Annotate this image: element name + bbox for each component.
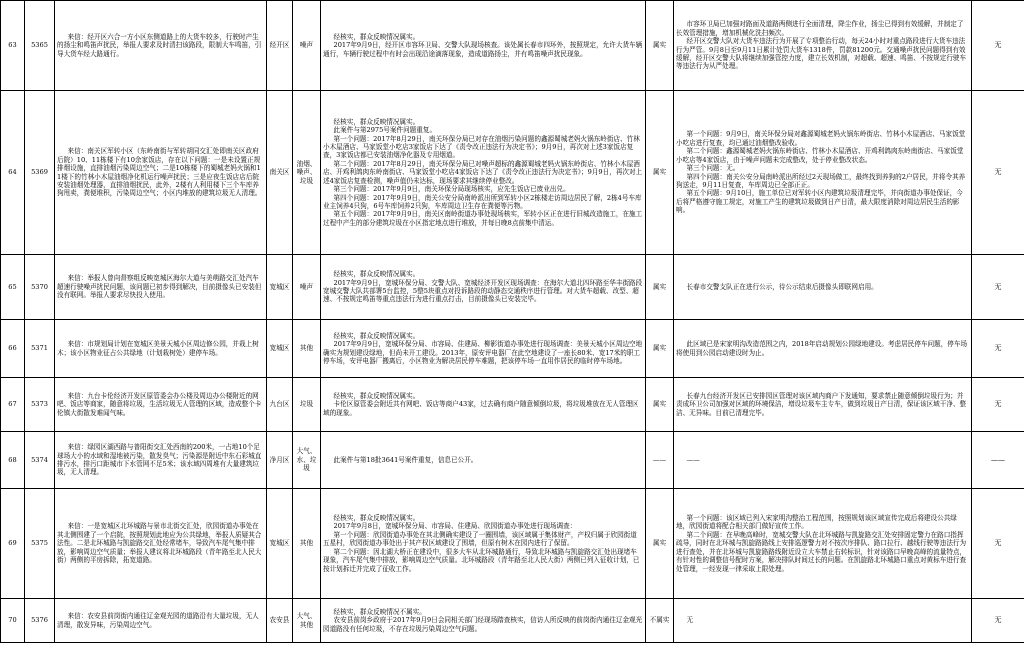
accountability: 无 — [972, 255, 1024, 320]
accountability: 无 — [972, 599, 1024, 643]
findings-text: 经核实，群众反映情况属实。 2017年9月9日，宽城环保分局、市容局、住建局、柳影街道办事处进行现场调查：美景天城小区周边空地确实为规划建设绿地，但尚未开工建设。2013年，原安评电器厂在此空地建设了一座长80米、宽17米的职工停车场，安评电器厂搬离后，小区物业为解决居民停车难题，把该停车场一直用作居民的临时停车场地。 — [321, 320, 646, 378]
row-seq: 64 — [1, 91, 25, 255]
district: 宽城区 — [267, 489, 293, 599]
complaint-text: 来信：绿园区湖西路与普阳街交汇处西南的200米，一占地10个足球场大小的水域和湿地被污染，散发臭气；污染源是附近中东石彩城直排污水，排污口距城市下水管网不足5米；该水域四周堆有大量建筑垃圾，无人清理。 — [55, 432, 267, 489]
table-body — [1, 1, 1024, 643]
district: 经开区 — [267, 1, 293, 91]
district: 宽城区 — [267, 255, 293, 320]
verdict: 属实 — [646, 1, 674, 91]
row-id: 5369 — [25, 91, 55, 255]
pollution-type: 噪声 — [293, 1, 321, 91]
row-id: 5374 — [25, 432, 55, 489]
row-seq: 66 — [1, 320, 25, 378]
district: 净月区 — [267, 432, 293, 489]
row-id: 5370 — [25, 255, 55, 320]
handling-text: 第一个问题：该区域已列入宋家明沟整治工程范围，按照规划该区域宣传完成后将建设公共绿地，欣园街道将配合相关部门做好宣传工作。 第二个问题：在早晚高峰时，宽城交警大队在北环城路与凯旋路交汇处安排固定警力在路口指挥疏导，同时在北环城与凯旋路路线上安排巡逻警力对不按次序排队、路口拉行、越线行驶等违法行为进行查处，并在北环城与凯旋路路线附近设立大车禁止右转标识，针对该路口早晚高峰的流量特点，有针对性的调整信号配时方案，解决排队时间过长的问题。在凯旋路北环城路口重点对黄标车进行查处管理，一经发现一律采取上限处理。 — [674, 489, 972, 599]
pollution-type: 其他 — [293, 489, 321, 599]
row-id: 5375 — [25, 489, 55, 599]
row-id: 5376 — [25, 599, 55, 643]
pollution-type: 大气、其他 — [293, 599, 321, 643]
district: 宽城区 — [267, 320, 293, 378]
table-row — [1, 432, 1024, 489]
complaint-text: 来信：一是宽城区北环城路与景市北街交汇处，欣园街道办事处在其北侧围建了一个启院，按照规划此地应为公共绿地，举报人质疑其合法性。二是北环城路与凯旋路交汇处经常堵车，导致汽车尾气集中排放，影响周边空气质量；举报人建议将北环城路段（青年路至北人民大街）两侧的平房拆除，拓宽道路。 — [55, 489, 267, 599]
complaint-text: 来信：九台卡伦经济开发区原管委会办公楼及周边办公楼附近的网吧、饭店等商家，随意将垃圾，生活垃圾无人管理的区域，造成整个卡伦镇大街散发难闻气味。 — [55, 378, 267, 432]
row-id: 5365 — [25, 1, 55, 91]
accountability: 无 — [972, 378, 1024, 432]
table-row — [1, 599, 1024, 643]
pollution-type: 大气、水、垃圾 — [293, 432, 321, 489]
accountability: 无 — [972, 91, 1024, 255]
findings-text: 经核实，群众反映情况属实。 2017年9月9日，经开区市容环卫局、交警大队现场核查。该处属长春市四环外，按照规定，允许大货车辆通行，车辆行驶过程中有时会出现沿途滴落现象，造成道路扬尘，并有鸣笛噪声扰民现象。 — [321, 1, 646, 91]
table-row — [1, 255, 1024, 320]
handling-text: 长春市交警支队正在进行公示，待公示结束后摄像头即联网启用。 — [674, 255, 972, 320]
accountability: 无 — [972, 1, 1024, 91]
findings-text: 经核实，群众反映情况属实。 2017年9月8日，宽城环保分局、市容局、住建局、欣园街道办事处进行现场调查： 第一个问题：欣园街道办事处在其北侧确实建设了一圈围墙，该区域属于集体财产，产权归属于欣园街道五星村，欣园街道办事处出于其产权区域建设了围墙，但原有树木在园内进行了保留。 第二个问题：因北湖大桥正在建设中，很多大车从北环城路通行，导致北环城路与凯旋路交汇处出现堵车现象，汽车尾气集中排放，影响周边空气质量。北环城路段（青年路至北人民大街）两侧已列入征收计划，已按计划拆迁并完成了征收工作。 — [321, 489, 646, 599]
accountability: 无 — [972, 320, 1024, 378]
verdict: 属实 — [646, 255, 674, 320]
verdict: 属实 — [646, 320, 674, 378]
row-seq: 67 — [1, 378, 25, 432]
row-seq: 69 — [1, 489, 25, 599]
pollution-type: 油烟、噪声、垃圾 — [293, 91, 321, 255]
table-row — [1, 1, 1024, 91]
pollution-type: 垃圾 — [293, 378, 321, 432]
row-seq: 68 — [1, 432, 25, 489]
findings-text: 经核实，群众反映情况属实。 卡伦区原管委会附近共有网吧、饭店等商户43家，过去确有商户随意倾倒垃圾，将垃圾堆放在无人管理区域的现象。 — [321, 378, 646, 432]
row-seq: 70 — [1, 599, 25, 643]
findings-text: 此案件与第18批3641号案件重复，信息已公开。 — [321, 432, 646, 489]
pollution-type: 其他 — [293, 320, 321, 378]
table-row — [1, 489, 1024, 599]
verdict: 属实 — [646, 91, 674, 255]
handling-text: 市容环卫局已加强对路面及道路两侧进行全面清理，降尘作业，扬尘已得到有效缓解，并制定了长效管理措施，增加机械化洗扫频次。 经开区交警大队对大货车违法行为开展了专项整治行动，每天24小时对重点路段进行大货车违法行为严管。9月8日至9月11日累计处罚大货车1318件，罚款81200元。交通噪声扰民问题得到有效缓解，经开区交警大队将继续加强管控力度，建立长效机制，对超载、超速、鸣笛、不按规定行驶车等违法行为从严处理。 — [674, 1, 972, 91]
table-row — [1, 91, 1024, 255]
row-seq: 65 — [1, 255, 25, 320]
verdict: 不属实 — [646, 599, 674, 643]
row-seq: 63 — [1, 1, 25, 91]
complaint-text: 来信：经开区六合一方小区东侧道路上的大货车较多，行驶时产生的扬尘和鸣笛声扰民，举报人要求及时清扫该路段，限制大车鸣笛，引导大货车经大路通行。 — [55, 1, 267, 91]
district: 九台区 — [267, 378, 293, 432]
complaint-text: 来信：农安县前岗街内通往辽金观光园的道路沿有大量垃圾，无人清理，散发异味，污染周边空气。 — [55, 599, 267, 643]
verdict: 属实 — [646, 489, 674, 599]
complaint-text: 来信：南关区军转小区（东岭南街与军转胡同交汇处即南关区政府后院）10、11栋楼下有10余家饭店，存在以下问题：一是未设置正规排烟设施，直排油烟污染周边空气；二是10栋楼下的蜀城老妈火锅和11楼下的竹林小木屋油烟净化机运行噪声扰民；三是应夜生饭店店后院安装油烟处理器，直排油烟扰民，此外，2楼有人利用楼下三个车库养狗甩卖，粪便堆积，污染周边空气；小区内堆放的建筑垃圾无人清理。 — [55, 91, 267, 255]
table-row — [1, 320, 1024, 378]
verdict: —— — [646, 432, 674, 489]
district: 南关区 — [267, 91, 293, 255]
handling-text: —— — [674, 432, 972, 489]
row-id: 5373 — [25, 378, 55, 432]
handling-text: 无 — [674, 599, 972, 643]
findings-text: 经核实，群众反映情况不属实。 农安县前岗乡政府于2017年9月9日会同相关部门经现场踏查核实，信访人所反映的前岗街内通往辽金观光园道路没有任何垃圾，不存在垃圾污染周边空气问题。 — [321, 599, 646, 643]
findings-text: 经核实，群众反映情况属实。 2017年9月9日，宽城环保分局、交警大队、宽城经济开发区现场调查：在海尔大道北四环路至华丰街路段宽城交警大队共部署5台监控，5整5块重点对投诉路段的动静态交通秩序进行管理。对大货车超载、改型、超速、不按规定鸣笛等重点违法行为进行重点打击，目前摄像头已安装完毕。 — [321, 255, 646, 320]
verdict: 属实 — [646, 378, 674, 432]
accountability: 无 — [972, 489, 1024, 599]
complaint-text: 来信：市规划局计划在宽城区美景天城小区周边修公园，并栽上树木；该小区物业征占公共绿地（计划栽树处）建停车场。 — [55, 320, 267, 378]
handling-text: 此区域已是宋家明沟改造范围之内，2018年启动规划公园绿地建设。考虑居民停车问题，停车场将使用到公园启动建设时为止。 — [674, 320, 972, 378]
handling-text: 第一个问题：9月9日，南关环保分局对鑫源蜀城老妈火锅东岭街店、竹林小木屋酒店、马家饭堂小吃店进行复查，均已通过油烟整改验收。 第二个问题：鑫源蜀城老妈火锅东岭街店、竹林小木屋酒店、开鸡利鸽肉东岭南街店、马家饭堂小吃店等4家饭店，由于噪声问题未完成整改，处于停业整改状态。 第三个问题：无。 第四个问题：南关公安分局南岭派出所经过2天现场做工，最终找到养狗的2户居民，并将令其养狗送走，9月11日复查，车库周边已全部正正。 第五个问题：9月10日，施工单位已对军转小区内建筑垃圾清理完毕，并向街道办事处保证，今后将严格遵守施工规定，对施工产生的建筑垃圾做到日产日清，最大限度消除对周边居民生活的影响。 — [674, 91, 972, 255]
accountability: —— — [972, 432, 1024, 489]
handling-text: 长春九台经济开发区已安排园区管理对该区域内商户下发通知，要求禁止随意倾倒垃圾行为；并责成环卫公司加强对区域的环境保洁，增设垃圾车主专车，做到垃圾日产日清，保证该区域干净、整洁、无异味。目前已清理完毕。 — [674, 378, 972, 432]
findings-text: 经核实，群众反映情况属实。 此案件与第2975号案件问题重复。 第一个问题：2017年8月29日，南关环保分局已对存在油烟污染问题的鑫源蜀城老妈火锅东岭街店、竹林小木屋酒店、马家饭堂小吃店3家饭店下达了《责令改正违法行为决定书》；9月9日，再次对上述3家饭店复查，3家饭店都已安装油烟净化器及专用烟道。 第二个问题：2017年8月29日，南关环保分局已对噪声超标的鑫源蜀城老妈火锅东岭街店、竹林小木屋酒店、开鸡利鸽肉东岭南街店、马家饭堂小吃店4家饭店下达了《责令改正违法行为决定书》；9月9日，再次对上述4家饭店复查检测，噪声值仍未达标，现场要求其继续停业整改。 第三个问题：2017年9月9日，南关环保分局现场核实，应先生饭店已废业出兑。 第四个问题：2017年9月9日，南关公安分局南岭派出所到军转小区2栋楼走访周边居民了解，2栋4号车库业主饲养4只狗，6号车库饲养2只狗，车库周边卫生存在粪便等污物。 第五个问题：2017年9月9日，南关区南岭街道办事处现场核实，军转小区正在进行旧城改造施工，在施工过程中产生的部分建筑垃圾在小区指定地点进行堆放，并每日晚8点前集中清运。 — [321, 91, 646, 255]
pollution-type: 噪声 — [293, 255, 321, 320]
table-row — [1, 378, 1024, 432]
row-id: 5371 — [25, 320, 55, 378]
district: 农安县 — [267, 599, 293, 643]
complaint-text: 来信：举报人曾向督察组反映宽城区海尔大道与美萌路交汇处汽车超速行驶噪声扰民问题，该问题已初步得到解决，目前摄像头已安装但没有联网。举报人要求尽快投入使用。 — [55, 255, 267, 320]
